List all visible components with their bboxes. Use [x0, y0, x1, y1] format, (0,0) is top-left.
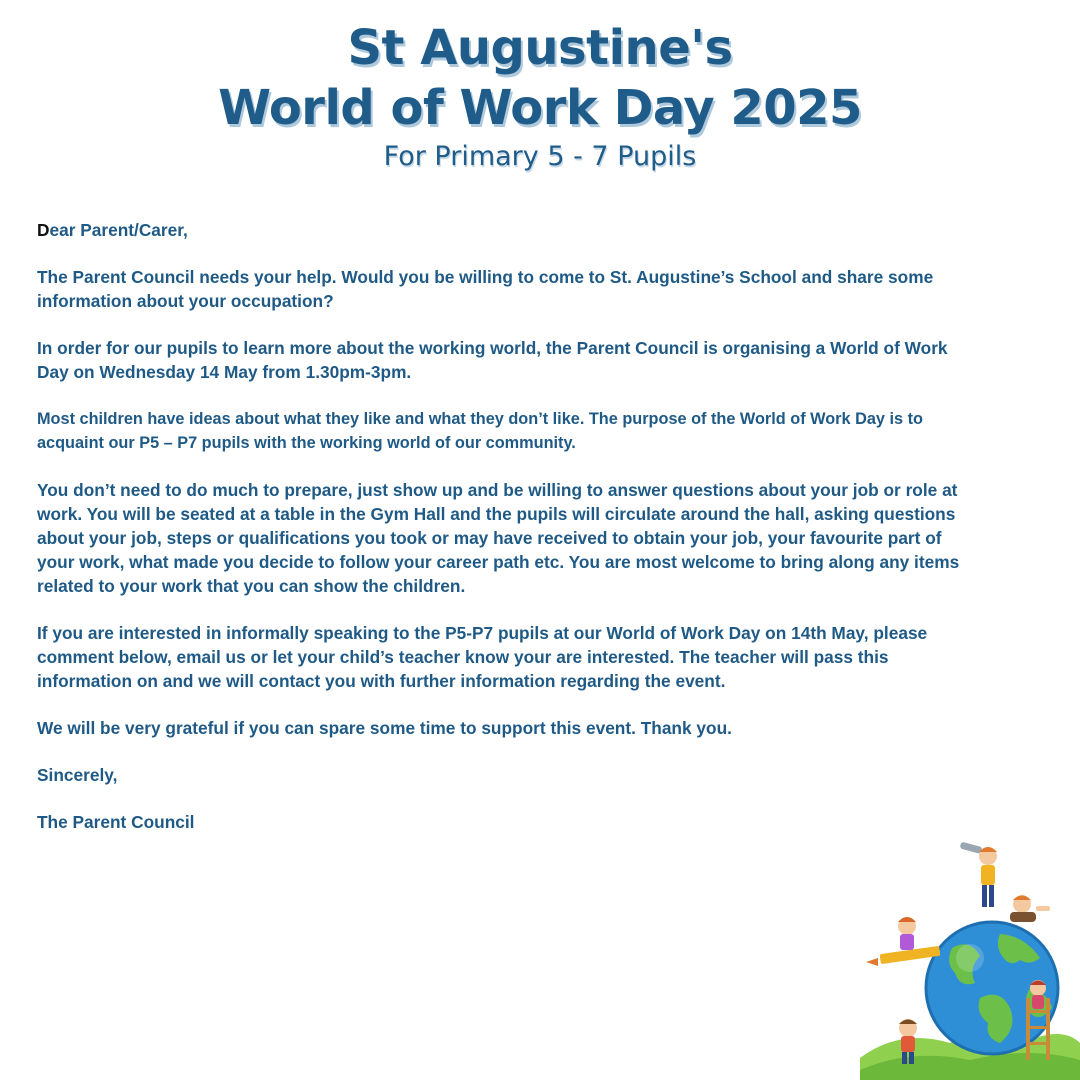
salutation-rest: ear Parent/Carer, — [49, 220, 188, 240]
paragraph-event-date: In order for our pupils to learn more about the working world, the Parent Council is organising a World of Work Day on Wednesday 14 May from 1.30pm-3pm. — [37, 338, 948, 382]
children-globe-illustration — [860, 838, 1080, 1080]
paragraph-contact: If you are interested in informally speaking to the P5-P7 pupils at our World of Work Day on 14th May, please comment below, email us or let your child’s teacher know your are interested. The teacher will pass this information on and we will contact you with further information regarding the event. — [37, 623, 928, 691]
paragraph-preparation: You don’t need to do much to prepare, just show up and be willing to answer questions about your job or role at work. You will be seated at a table in the Gym Hall and the pupils will circulate around the hall, asking questions about your job, steps or qualifications you took or may have received to obtain your job, your favourite part of your work, what made you decide to follow your career path etc. You are most welcome to bring along any items related to your work that you can show the children. — [37, 480, 960, 596]
letter-body — [37, 218, 977, 857]
paragraph-purpose: Most children have ideas about what they like and what they don’t like. The purpose of the World of Work Day is to acquaint our P5 – P7 pupils with the working world of our community. — [37, 410, 923, 452]
paragraph-request: The Parent Council needs your help. Would you be willing to come to St. Augustine’s School and share some information about your occupation? — [37, 267, 934, 311]
child-waving-icon — [1010, 895, 1050, 922]
title-line-1: St Augustine's — [347, 20, 733, 76]
page-title — [0, 18, 1080, 138]
title-line-2: World of Work Day 2025 — [218, 80, 862, 136]
closing: Sincerely, — [37, 765, 118, 785]
child-telescope-icon — [960, 842, 997, 907]
child-pencil-icon — [866, 917, 940, 966]
salutation-initial: D — [37, 220, 50, 240]
subtitle: For Primary 5 - 7 Pupils — [383, 141, 697, 172]
signature: The Parent Council — [37, 812, 195, 832]
salutation — [37, 218, 977, 242]
paragraph-thanks: We will be very grateful if you can spare some time to support this event. Thank you. — [37, 718, 732, 738]
header — [0, 18, 1080, 174]
